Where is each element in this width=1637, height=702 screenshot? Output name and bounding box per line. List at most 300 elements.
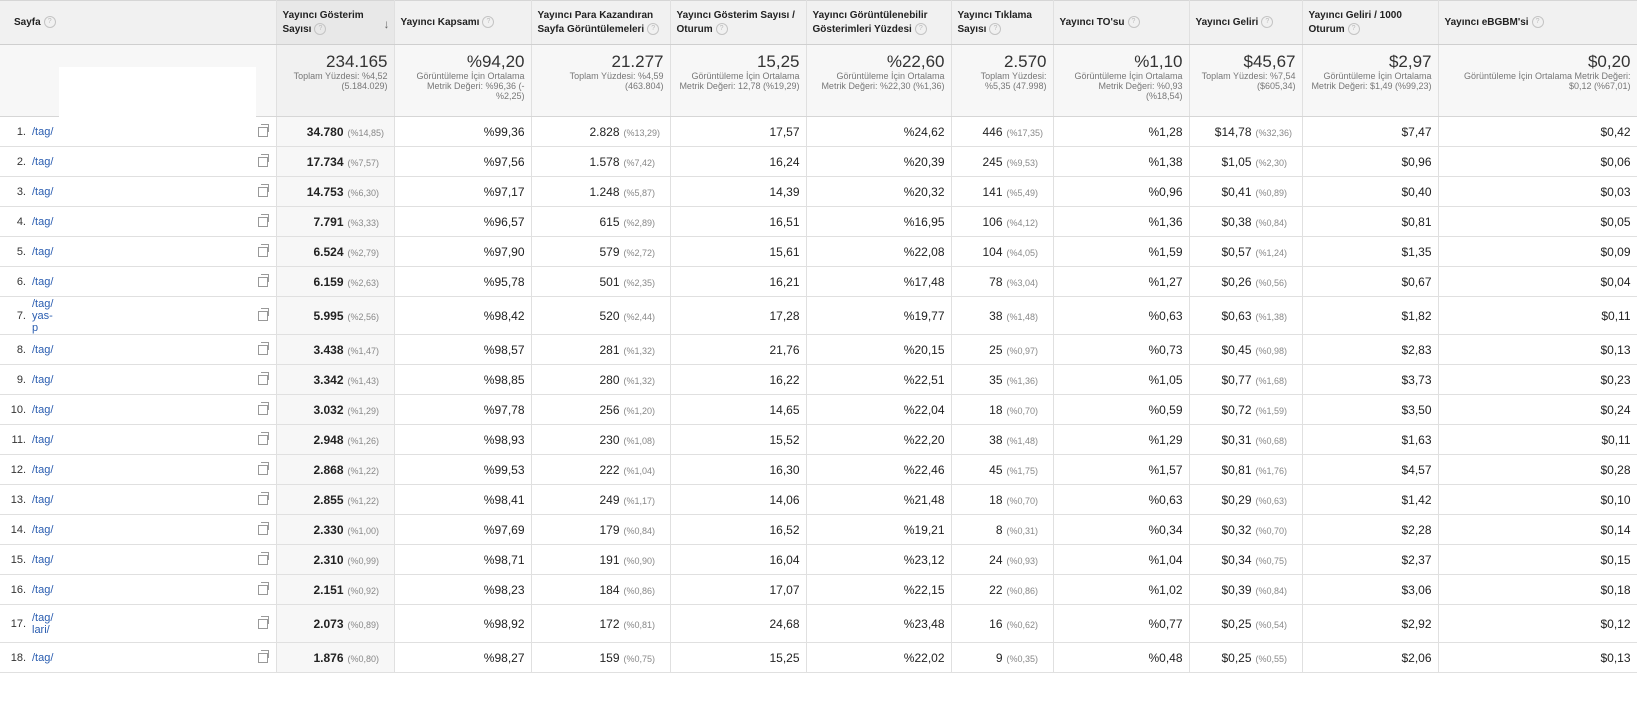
row-index: 1. — [16, 126, 26, 139]
cell-value: 1.248 — [589, 184, 620, 199]
cell-value: %0,63 — [1148, 308, 1183, 323]
help-icon[interactable]: ? — [1348, 23, 1360, 35]
cell-value: 256 — [599, 402, 620, 417]
table-row[interactable] — [0, 515, 1637, 545]
total-subtext: Görüntüleme İçin Ortalama Metrik Değeri: %22,30 (%1,36) — [821, 71, 945, 91]
cell-coverage — [394, 643, 531, 673]
page-link[interactable]: /tag/ — [32, 216, 54, 229]
cell-coverage — [394, 425, 531, 455]
cell-value: %99,36 — [483, 124, 525, 139]
page-link[interactable]: /tag/ — [32, 494, 54, 507]
cell-ctr — [1053, 605, 1189, 643]
help-icon[interactable]: ? — [1532, 16, 1544, 28]
redacted-area — [59, 605, 256, 642]
column-header-clicks[interactable] — [951, 1, 1053, 45]
cell-value: 78 — [989, 274, 1003, 289]
cell-value: %98,57 — [483, 342, 525, 357]
page-link[interactable]: /tag/ — [32, 464, 54, 477]
cell-percent: (%1,08) — [623, 435, 656, 446]
cell-value: $4,57 — [1401, 462, 1432, 477]
cell-percent: (%2,72) — [623, 247, 656, 258]
help-icon[interactable]: ? — [915, 23, 927, 35]
cell-revenue — [1189, 485, 1302, 515]
cell-percent: (%0,84) — [1255, 585, 1288, 596]
cell-percent: (%1,29) — [347, 405, 380, 416]
cell-coverage — [394, 485, 531, 515]
cell-ecpm — [1438, 605, 1637, 643]
open-external-icon[interactable] — [258, 127, 268, 137]
column-header-revenue[interactable] — [1189, 1, 1302, 45]
cell-value: %22,20 — [903, 432, 945, 447]
open-external-icon[interactable] — [258, 157, 268, 167]
cell-value: $0,18 — [1600, 582, 1631, 597]
cell-value: $1,35 — [1401, 244, 1432, 259]
cell-percent: (%4,05) — [1006, 247, 1039, 258]
help-icon[interactable]: ? — [44, 16, 56, 28]
cell-impressions-per-session — [670, 147, 806, 177]
cell-value: $2,92 — [1401, 616, 1432, 631]
header-row — [0, 1, 1637, 45]
cell-value: $2,83 — [1401, 342, 1432, 357]
cell-ctr — [1053, 297, 1189, 335]
cell-monetized-pageviews — [531, 425, 670, 455]
page-cell — [0, 575, 276, 605]
cell-monetized-pageviews — [531, 485, 670, 515]
cell-revenue-per-1000-sessions — [1302, 545, 1438, 575]
cell-clicks — [951, 177, 1053, 207]
cell-value: 16,24 — [769, 154, 800, 169]
cell-value: 16,22 — [769, 372, 800, 387]
cell-value: %0,96 — [1148, 184, 1183, 199]
cell-impressions-per-session — [670, 643, 806, 673]
cell-value: 24 — [989, 552, 1003, 567]
cell-ecpm — [1438, 147, 1637, 177]
cell-value: $0,14 — [1600, 522, 1631, 537]
total-viewable-percent — [806, 45, 951, 117]
cell-value: $0,96 — [1401, 154, 1432, 169]
table-row[interactable] — [0, 575, 1637, 605]
cell-clicks — [951, 117, 1053, 147]
table-row[interactable] — [0, 297, 1637, 335]
cell-value: $0,05 — [1600, 214, 1631, 229]
cell-value: 38 — [989, 432, 1003, 447]
redacted-area — [59, 643, 256, 672]
cell-value: 106 — [982, 214, 1003, 229]
total-value: $45,67 — [1243, 52, 1296, 71]
cell-impressions-per-session — [670, 425, 806, 455]
help-icon[interactable]: ? — [1128, 16, 1140, 28]
page-link[interactable]: /tag/ — [32, 524, 54, 537]
cell-value: $0,11 — [1601, 432, 1631, 447]
cell-percent: (%1,47) — [347, 345, 380, 356]
cell-value: $3,73 — [1401, 372, 1432, 387]
open-external-icon[interactable] — [258, 217, 268, 227]
page-link[interactable]: /tag/ — [32, 434, 54, 447]
row-index: 10. — [10, 404, 26, 417]
cell-viewable-percent — [806, 335, 951, 365]
cell-monetized-pageviews — [531, 455, 670, 485]
open-external-icon[interactable] — [258, 555, 268, 565]
row-index: 17. — [10, 617, 26, 630]
table-row[interactable] — [0, 335, 1637, 365]
cell-monetized-pageviews — [531, 177, 670, 207]
table-row[interactable] — [0, 643, 1637, 673]
column-header-page[interactable] — [0, 1, 276, 45]
column-header-label: Yayıncı Gösterim Sayısı — [282, 9, 364, 35]
cell-percent: (%5,87) — [623, 187, 656, 198]
cell-viewable-percent — [806, 605, 951, 643]
cell-value: 104 — [982, 244, 1003, 259]
open-external-icon[interactable] — [258, 653, 268, 663]
page-link[interactable]: /tag/ — [32, 276, 54, 289]
cell-value: 15,25 — [769, 650, 800, 665]
cell-value: 2.310 — [313, 552, 344, 567]
cell-value: 1.876 — [313, 650, 344, 665]
cell-value: 9 — [995, 650, 1003, 665]
page-cell — [0, 297, 276, 335]
table-row[interactable] — [0, 395, 1637, 425]
cell-revenue — [1189, 395, 1302, 425]
cell-percent: (%32,36) — [1255, 127, 1293, 138]
cell-value: 16,21 — [769, 274, 800, 289]
cell-ctr — [1053, 335, 1189, 365]
open-external-icon[interactable] — [258, 247, 268, 257]
cell-ecpm — [1438, 485, 1637, 515]
cell-percent: (%0,81) — [623, 619, 656, 630]
cell-coverage — [394, 335, 531, 365]
cell-percent: (%1,24) — [1255, 247, 1288, 258]
row-index: 18. — [10, 652, 26, 665]
redacted-area — [59, 237, 256, 266]
cell-revenue — [1189, 117, 1302, 147]
column-header-impressions-per-session[interactable] — [670, 1, 806, 45]
cell-value: 245 — [982, 154, 1003, 169]
cell-value: %98,42 — [483, 308, 525, 323]
help-icon[interactable]: ? — [314, 23, 326, 35]
cell-viewable-percent — [806, 575, 951, 605]
cell-viewable-percent — [806, 515, 951, 545]
cell-impressions — [276, 425, 394, 455]
table-row[interactable] — [0, 147, 1637, 177]
cell-viewable-percent — [806, 237, 951, 267]
sort-descending-icon[interactable]: ↓ — [383, 17, 390, 31]
page-link[interactable]: /tag/ — [32, 246, 54, 259]
cell-value: $0,23 — [1600, 372, 1631, 387]
page-cell — [0, 485, 276, 515]
cell-percent: (%2,30) — [1255, 157, 1288, 168]
total-value: $2,97 — [1388, 52, 1432, 71]
cell-coverage — [394, 177, 531, 207]
cell-value: %23,48 — [903, 616, 945, 631]
cell-monetized-pageviews — [531, 365, 670, 395]
open-external-icon[interactable] — [258, 311, 268, 321]
cell-ecpm — [1438, 335, 1637, 365]
page-cell — [0, 207, 276, 237]
cell-percent: (%9,53) — [1006, 157, 1039, 168]
cell-value: %1,36 — [1148, 214, 1183, 229]
cell-value: %16,95 — [903, 214, 945, 229]
cell-revenue-per-1000-sessions — [1302, 335, 1438, 365]
cell-revenue — [1189, 335, 1302, 365]
table-row[interactable] — [0, 605, 1637, 643]
page-link[interactable]: /tag/ — [32, 186, 54, 199]
total-value: 15,25 — [756, 52, 800, 71]
open-external-icon[interactable] — [258, 345, 268, 355]
table-row[interactable] — [0, 177, 1637, 207]
open-external-icon[interactable] — [258, 187, 268, 197]
cell-value: 16,30 — [769, 462, 800, 477]
total-subtext: Toplam Yüzdesi: %7,54 ($605,34) — [1201, 71, 1296, 91]
cell-coverage — [394, 147, 531, 177]
cell-ctr — [1053, 425, 1189, 455]
cell-monetized-pageviews — [531, 605, 670, 643]
row-index: 16. — [10, 584, 26, 597]
cell-percent: (%1,20) — [623, 405, 656, 416]
cell-value: %20,32 — [903, 184, 945, 199]
cell-percent: (%0,86) — [623, 585, 656, 596]
cell-value: %1,27 — [1148, 274, 1183, 289]
column-header-revenue-per-1000-sessions[interactable] — [1302, 1, 1438, 45]
cell-percent: (%1,43) — [347, 375, 380, 386]
redacted-area — [59, 117, 256, 146]
cell-viewable-percent — [806, 147, 951, 177]
table-row[interactable] — [0, 545, 1637, 575]
cell-ctr — [1053, 515, 1189, 545]
cell-percent: (%0,70) — [1255, 525, 1288, 536]
page-link[interactable]: /tag/ yas-p — [32, 297, 54, 334]
cell-revenue-per-1000-sessions — [1302, 365, 1438, 395]
cell-revenue-per-1000-sessions — [1302, 455, 1438, 485]
cell-impressions — [276, 365, 394, 395]
cell-revenue-per-1000-sessions — [1302, 237, 1438, 267]
cell-percent: (%2,35) — [623, 277, 656, 288]
cell-coverage — [394, 455, 531, 485]
cell-ctr — [1053, 643, 1189, 673]
cell-monetized-pageviews — [531, 545, 670, 575]
cell-value: 8 — [995, 522, 1003, 537]
page-link[interactable]: /tag/ lari/ — [32, 611, 54, 636]
column-header-ecpm[interactable] — [1438, 1, 1637, 45]
help-icon[interactable]: ? — [989, 23, 1001, 35]
cell-percent: (%2,89) — [623, 217, 656, 228]
page-cell — [0, 545, 276, 575]
cell-value: %97,17 — [483, 184, 525, 199]
cell-clicks — [951, 643, 1053, 673]
cell-percent: (%3,33) — [347, 217, 380, 228]
cell-value: 3.032 — [313, 402, 344, 417]
cell-value: %1,59 — [1148, 244, 1183, 259]
column-header-label: Yayıncı Kapsamı — [400, 16, 480, 28]
column-header-label: Yayıncı eBGBM'si — [1444, 16, 1529, 28]
page-cell — [0, 515, 276, 545]
cell-monetized-pageviews — [531, 147, 670, 177]
table-row[interactable] — [0, 267, 1637, 297]
cell-impressions — [276, 117, 394, 147]
open-external-icon[interactable] — [258, 435, 268, 445]
cell-value: %1,04 — [1148, 552, 1183, 567]
cell-value: %0,77 — [1148, 616, 1183, 631]
page-link[interactable]: /tag/ — [32, 126, 54, 139]
row-index: 14. — [10, 524, 26, 537]
cell-value: 21,76 — [769, 342, 800, 357]
cell-percent: (%1,26) — [347, 435, 380, 446]
help-icon[interactable]: ? — [716, 23, 728, 35]
cell-value: $0,34 — [1221, 552, 1252, 567]
cell-percent: (%3,04) — [1006, 277, 1039, 288]
row-index: 7. — [16, 309, 26, 322]
cell-value: %96,57 — [483, 214, 525, 229]
total-value: 21.277 — [611, 52, 664, 71]
cell-percent: (%0,62) — [1006, 619, 1039, 630]
cell-percent: (%6,30) — [347, 187, 380, 198]
cell-revenue-per-1000-sessions — [1302, 147, 1438, 177]
cell-value: 14.753 — [306, 184, 344, 199]
redacted-area — [59, 455, 256, 484]
open-external-icon[interactable] — [258, 619, 268, 629]
cell-percent: (%0,70) — [1006, 495, 1039, 506]
page-link[interactable]: /tag/ — [32, 652, 54, 665]
cell-value: %0,59 — [1148, 402, 1183, 417]
cell-percent: (%1,48) — [1006, 435, 1039, 446]
help-icon[interactable]: ? — [647, 23, 659, 35]
cell-percent: (%0,97) — [1006, 345, 1039, 356]
cell-impressions-per-session — [670, 395, 806, 425]
table-row[interactable] — [0, 117, 1637, 147]
row-index: 11. — [11, 434, 26, 447]
cell-revenue — [1189, 147, 1302, 177]
cell-impressions — [276, 237, 394, 267]
page-link[interactable]: /tag/ — [32, 344, 54, 357]
cell-value: 14,06 — [769, 492, 800, 507]
column-header-viewable-percent[interactable] — [806, 1, 951, 45]
table-row[interactable] — [0, 425, 1637, 455]
cell-value: 14,39 — [769, 184, 800, 199]
cell-value: %19,77 — [903, 308, 945, 323]
cell-value: %19,21 — [903, 522, 945, 537]
cell-revenue-per-1000-sessions — [1302, 297, 1438, 335]
table-row[interactable] — [0, 365, 1637, 395]
cell-clicks — [951, 575, 1053, 605]
cell-percent: (%1,22) — [347, 465, 380, 476]
cell-value: 222 — [599, 462, 620, 477]
column-header-monetized-pageviews[interactable] — [531, 1, 670, 45]
cell-coverage — [394, 575, 531, 605]
cell-percent: (%2,56) — [347, 311, 380, 322]
redacted-area — [59, 147, 256, 176]
cell-value: %22,51 — [903, 372, 945, 387]
cell-percent: (%0,86) — [1006, 585, 1039, 596]
open-external-icon[interactable] — [258, 525, 268, 535]
help-icon[interactable]: ? — [482, 16, 494, 28]
cell-value: 2.151 — [313, 582, 344, 597]
cell-ctr — [1053, 395, 1189, 425]
cell-viewable-percent — [806, 425, 951, 455]
column-header-impressions[interactable] — [276, 1, 394, 45]
cell-value: $2,37 — [1401, 552, 1432, 567]
row-index: 9. — [16, 374, 26, 387]
cell-value: $3,50 — [1401, 402, 1432, 417]
cell-value: %97,90 — [483, 244, 525, 259]
cell-percent: (%0,35) — [1006, 653, 1039, 664]
page-link[interactable]: /tag/ — [32, 584, 54, 597]
cell-monetized-pageviews — [531, 335, 670, 365]
cell-value: %98,27 — [483, 650, 525, 665]
open-external-icon[interactable] — [258, 277, 268, 287]
table-row[interactable] — [0, 237, 1637, 267]
column-header-label: Yayıncı Tıklama Sayısı — [957, 9, 1032, 35]
cell-ecpm — [1438, 117, 1637, 147]
page-link[interactable]: /tag/ — [32, 404, 54, 417]
open-external-icon[interactable] — [258, 465, 268, 475]
open-external-icon[interactable] — [258, 495, 268, 505]
cell-revenue — [1189, 177, 1302, 207]
cell-percent: (%1,38) — [1255, 311, 1288, 322]
open-external-icon[interactable] — [258, 405, 268, 415]
cell-percent: (%17,35) — [1006, 127, 1044, 138]
cell-value: 230 — [599, 432, 620, 447]
cell-impressions-per-session — [670, 117, 806, 147]
cell-revenue — [1189, 297, 1302, 335]
help-icon[interactable]: ? — [1261, 16, 1273, 28]
open-external-icon[interactable] — [258, 585, 268, 595]
cell-revenue — [1189, 575, 1302, 605]
cell-monetized-pageviews — [531, 267, 670, 297]
cell-ecpm — [1438, 425, 1637, 455]
cell-monetized-pageviews — [531, 237, 670, 267]
cell-clicks — [951, 365, 1053, 395]
total-impressions — [276, 45, 394, 117]
cell-value: 16,52 — [769, 522, 800, 537]
table-row[interactable] — [0, 485, 1637, 515]
page-link[interactable]: /tag/ — [32, 374, 54, 387]
cell-coverage — [394, 117, 531, 147]
column-header-ctr[interactable] — [1053, 1, 1189, 45]
cell-value: %20,39 — [903, 154, 945, 169]
cell-revenue-per-1000-sessions — [1302, 177, 1438, 207]
column-header-label: Yayıncı Görüntülenebilir Gösterimleri Yüzdesi — [812, 9, 928, 35]
table-row[interactable] — [0, 207, 1637, 237]
page-cell — [0, 455, 276, 485]
cell-value: 2.828 — [589, 124, 620, 139]
cell-value: 2.073 — [313, 616, 344, 631]
cell-percent: (%1,00) — [347, 525, 380, 536]
redacted-area — [59, 485, 256, 514]
row-index: 12. — [10, 464, 26, 477]
total-subtext: Görüntüleme İçin Ortalama Metrik Değeri: 12,78 (%19,29) — [679, 71, 800, 91]
cell-percent: (%1,48) — [1006, 311, 1039, 322]
row-index: 5. — [16, 246, 26, 259]
cell-value: $0,04 — [1600, 274, 1631, 289]
cell-value: $0,24 — [1600, 402, 1631, 417]
column-header-label: Yayıncı Gösterim Sayısı / Oturum — [676, 9, 795, 35]
cell-value: 35 — [989, 372, 1003, 387]
cell-value: 17.734 — [306, 154, 344, 169]
column-header-coverage[interactable] — [394, 1, 531, 45]
cell-impressions — [276, 177, 394, 207]
cell-impressions-per-session — [670, 297, 806, 335]
table-row[interactable] — [0, 455, 1637, 485]
cell-value: %1,05 — [1148, 372, 1183, 387]
page-link[interactable]: /tag/ — [32, 554, 54, 567]
cell-percent: (%5,49) — [1006, 187, 1039, 198]
cell-ctr — [1053, 237, 1189, 267]
cell-percent: (%0,99) — [347, 555, 380, 566]
open-external-icon[interactable] — [258, 375, 268, 385]
cell-value: %24,62 — [903, 124, 945, 139]
page-link[interactable]: /tag/ — [32, 156, 54, 169]
cell-percent: (%0,70) — [1006, 405, 1039, 416]
cell-coverage — [394, 267, 531, 297]
